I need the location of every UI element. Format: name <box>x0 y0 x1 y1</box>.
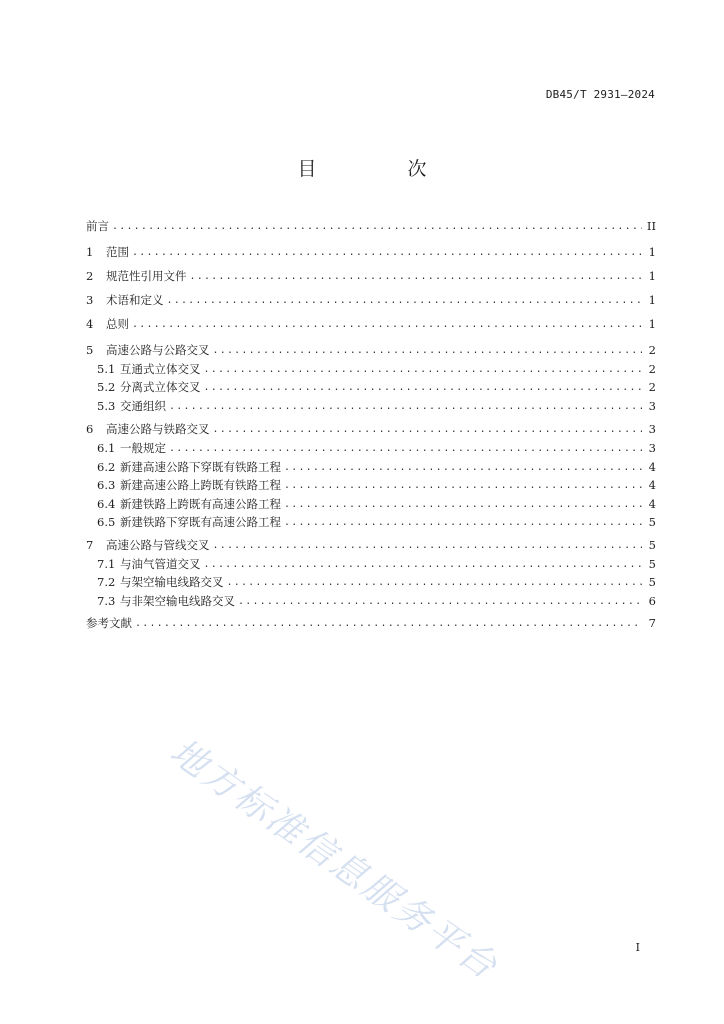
toc-entry[interactable] <box>86 458 656 476</box>
toc-entry-number: 5.2 <box>97 380 116 394</box>
toc-entry[interactable] <box>86 476 656 494</box>
toc-leader-dots <box>227 577 643 588</box>
toc-entry-number: 6.1 <box>97 441 116 455</box>
toc-entry-number: 5 <box>86 343 94 357</box>
toc-entry-number: 6 <box>86 422 94 436</box>
toc-entry-label: 术语和定义 <box>106 293 164 307</box>
toc-entry-label: 总则 <box>106 317 129 331</box>
toc-entry-page: 5 <box>648 557 656 571</box>
toc-entry-page: 3 <box>648 441 656 455</box>
toc-entry-label: 交通组织 <box>120 399 166 413</box>
toc-entry-label: 互通式立体交叉 <box>120 362 201 376</box>
toc-entry-page: 7 <box>648 616 656 630</box>
toc-entry-number: 7.3 <box>97 594 116 608</box>
toc-leader-dots <box>284 480 642 491</box>
toc-entry-label: 一般规定 <box>120 441 166 455</box>
toc-entry[interactable] <box>86 315 656 333</box>
toc-entry[interactable] <box>86 573 656 591</box>
toc-entry[interactable] <box>86 217 656 235</box>
toc-leader-dots <box>190 271 643 282</box>
toc-entry-page: 1 <box>648 317 656 331</box>
toc-entry-label: 分离式立体交叉 <box>120 380 201 394</box>
toc-leader-dots <box>204 559 643 570</box>
toc-entry-label: 参考文献 <box>86 616 132 630</box>
watermark: 地方标准信息服务平台 <box>162 731 506 989</box>
toc-entry-page: 2 <box>648 362 656 376</box>
toc-entry-number: 4 <box>86 317 94 331</box>
page-number: I <box>635 941 640 954</box>
toc-entry-number: 5.3 <box>97 399 116 413</box>
toc-entry-page: 5 <box>648 575 656 589</box>
toc-leader-dots <box>213 424 643 435</box>
toc-entry-page: 2 <box>648 380 656 394</box>
toc-entry-page: 2 <box>648 343 656 357</box>
toc-entry[interactable] <box>86 420 656 438</box>
toc-leader-dots <box>284 499 642 510</box>
toc-leader-dots <box>167 295 643 306</box>
toc-entry-number: 6.2 <box>97 460 116 474</box>
toc-entry[interactable] <box>86 513 656 531</box>
toc-leader-dots <box>284 462 642 473</box>
toc-entry[interactable] <box>86 378 656 396</box>
toc-entry-label: 新建高速公路下穿既有铁路工程 <box>120 460 281 474</box>
toc-entry-label: 规范性引用文件 <box>106 269 187 283</box>
toc-entry[interactable] <box>86 614 656 632</box>
toc-leader-dots <box>284 517 642 528</box>
toc-entry-number: 2 <box>86 269 94 283</box>
toc-leader-dots <box>169 443 642 454</box>
toc-leader-dots <box>204 364 643 375</box>
toc-leader-dots <box>112 221 642 232</box>
toc-entry[interactable] <box>86 592 656 610</box>
toc-entry-page: II <box>646 219 656 233</box>
toc-entry-page: 4 <box>648 497 656 511</box>
toc-leader-dots <box>238 596 642 607</box>
toc-entry-page: 5 <box>648 515 656 529</box>
toc-title: 目 次 <box>297 158 463 180</box>
toc-entry-label: 与油气管道交叉 <box>120 557 201 571</box>
toc-entry[interactable] <box>86 439 656 457</box>
toc-leader-dots <box>135 618 642 629</box>
toc-entry[interactable] <box>86 536 656 554</box>
toc-entry[interactable] <box>86 555 656 573</box>
toc-entry-number: 7.1 <box>97 557 116 571</box>
document-code: DB45/T 2931—2024 <box>545 88 655 101</box>
toc-entry[interactable] <box>86 267 656 285</box>
toc-leader-dots <box>169 401 642 412</box>
toc-entry-page: 3 <box>648 399 656 413</box>
toc-entry-page: 5 <box>648 538 656 552</box>
toc-leader-dots <box>132 319 642 330</box>
toc-entry-number: 7 <box>86 538 94 552</box>
toc-entry-label: 新建铁路上跨既有高速公路工程 <box>120 497 281 511</box>
toc-entry-page: 3 <box>648 422 656 436</box>
toc-entry[interactable] <box>86 495 656 513</box>
toc-entry-page: 6 <box>648 594 656 608</box>
toc-entry-page: 1 <box>648 269 656 283</box>
toc-entry-page: 1 <box>648 245 656 259</box>
toc-entry-label: 高速公路与公路交叉 <box>106 343 210 357</box>
toc-entry-label: 前言 <box>86 219 109 233</box>
toc-entry-number: 6.3 <box>97 478 116 492</box>
toc-entry-label: 与架空输电线路交叉 <box>120 575 224 589</box>
toc-entry-page: 4 <box>648 478 656 492</box>
toc-entry-page: 1 <box>648 293 656 307</box>
toc-entry-number: 1 <box>86 245 94 259</box>
toc-entry-number: 7.2 <box>97 575 116 589</box>
toc-entry-number: 3 <box>86 293 94 307</box>
toc-entry[interactable] <box>86 397 656 415</box>
toc-entry-number: 6.4 <box>97 497 116 511</box>
toc-entry[interactable] <box>86 360 656 378</box>
toc-entry-label: 范围 <box>106 245 129 259</box>
toc-entry[interactable] <box>86 243 656 261</box>
toc-entry[interactable] <box>86 341 656 359</box>
toc-leader-dots <box>213 345 643 356</box>
toc-leader-dots <box>204 382 643 393</box>
toc-entry-number: 6.5 <box>97 515 116 529</box>
toc-entry-label: 新建高速公路上跨既有铁路工程 <box>120 478 281 492</box>
toc-entry-label: 新建铁路下穿既有高速公路工程 <box>120 515 281 529</box>
toc-entry-label: 与非架空输电线路交叉 <box>120 594 235 608</box>
toc-leader-dots <box>213 540 643 551</box>
toc-leader-dots <box>132 247 642 258</box>
toc-entry-page: 4 <box>648 460 656 474</box>
toc-entry[interactable] <box>86 291 656 309</box>
toc-entry-label: 高速公路与铁路交叉 <box>106 422 210 436</box>
toc-entry-number: 5.1 <box>97 362 116 376</box>
toc-entry-label: 高速公路与管线交叉 <box>106 538 210 552</box>
